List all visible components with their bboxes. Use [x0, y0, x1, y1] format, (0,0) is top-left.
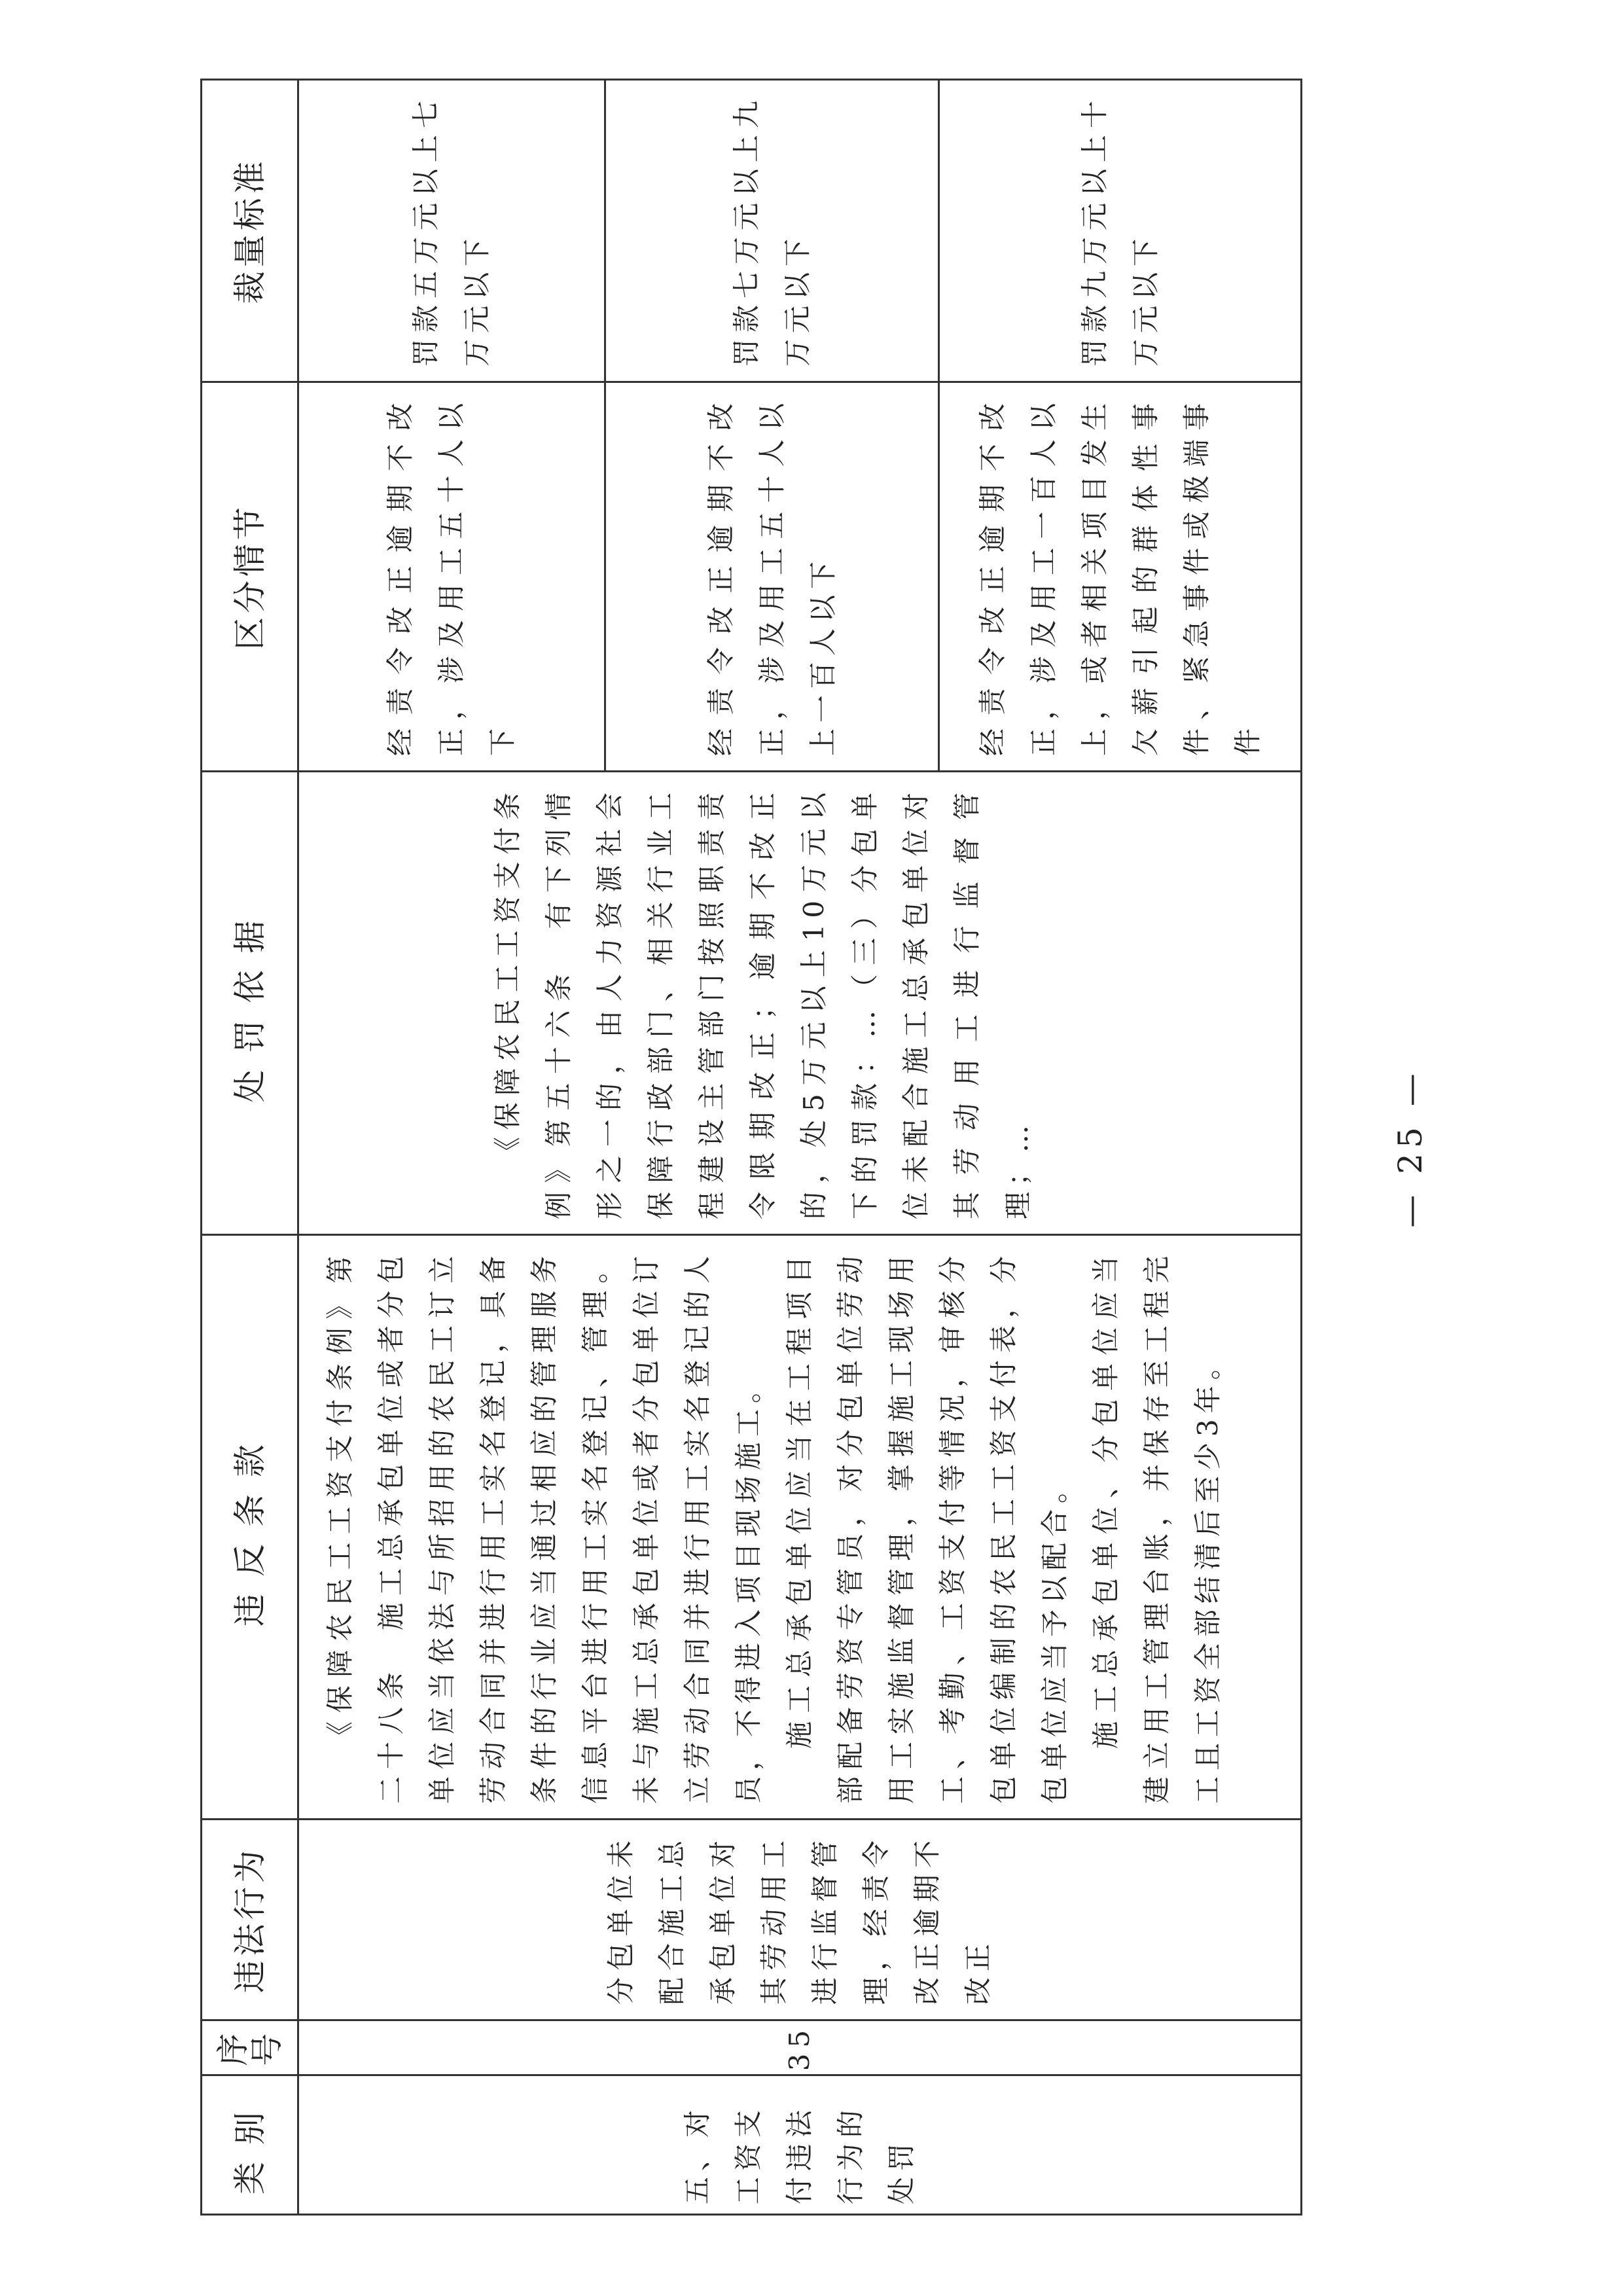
category-cell: 五、对工资支付违法行为的处罚 — [298, 2075, 1302, 2215]
clause-paragraph: 施工总承包单位、分包单位应当建立用工管理台账，并保存至工程完工且工资全部结清后至少3年。 — [1090, 1250, 1224, 1804]
standard-cell: 罚款七万元以上九万元以下 — [605, 80, 939, 382]
header-basis: 处罚依据 — [202, 772, 298, 1235]
clause-paragraph: 《保障农民工工资支付条例》第二十八条 施工总承包单位或者分包单位应当依法与所招用的农民工订立劳动合同并进行用工实名登记，具备条件的行业应当通过相应的管理服务信息平台进行用工实名登记、管理。未与施工总承包单位或者分包单位订立劳动合同并进行用工实名登记的人员，不得进入项目现场施工。 — [324, 1250, 764, 1804]
penalty-table — [200, 79, 1302, 2215]
circumstance-cell: 经责令改正逾期不改正，涉及用工五十人以下 — [298, 382, 605, 772]
header-standard: 裁量标准 — [202, 80, 298, 382]
clause-paragraph: 施工总承包单位应当在工程项目部配备劳资专管员，对分包单位劳动用工实施监督管理，掌握施工现场用工、考勤、工资支付等情况，审核分包单位编制的农民工工资支付表，分包单位应当予以配合。 — [783, 1250, 1071, 1804]
standard-cell: 罚款九万元以上十万元以下 — [939, 80, 1302, 382]
violation-cell: 分包单位未配合施工总承包单位对其劳动用工进行监督管理，经责令改正逾期不改正 — [298, 1820, 1302, 2020]
table-row — [298, 80, 605, 2215]
rotated-page — [200, 81, 1575, 2215]
header-clause: 违反条款 — [202, 1235, 298, 1820]
header-row — [202, 80, 298, 2215]
circumstance-cell: 经责令改正逾期不改正，涉及用工一百人以上，或者相关项目发生欠薪引起的群体性事件、紧急事件或极端事件 — [939, 382, 1302, 772]
standard-cell: 罚款五万元以上七万元以下 — [298, 80, 605, 382]
header-number: 序号 — [202, 2020, 298, 2075]
number-cell: 35 — [298, 2020, 1302, 2075]
header-category: 类别 — [202, 2075, 298, 2215]
circumstance-cell: 经责令改正逾期不改正，涉及用工五十人以上一百人以下 — [605, 382, 939, 772]
page-number: — 25 — — [1391, 1068, 1429, 1228]
header-circumstance: 区分情节 — [202, 382, 298, 772]
basis-cell: 《保障农民工工资支付条例》第五十六条 有下列情形之一的，由人力资源社会保障行政部门、相关行业工程建设主管部门按照职责责令限期改正；逾期不改正的，处5万元以上10万元以下的罚款：…（三）分包单位未配合施工总承包单位对其劳动用工进行监督管理；… — [298, 772, 1302, 1235]
clause-cell — [298, 1235, 1302, 1820]
header-violation: 违法行为 — [202, 1820, 298, 2020]
